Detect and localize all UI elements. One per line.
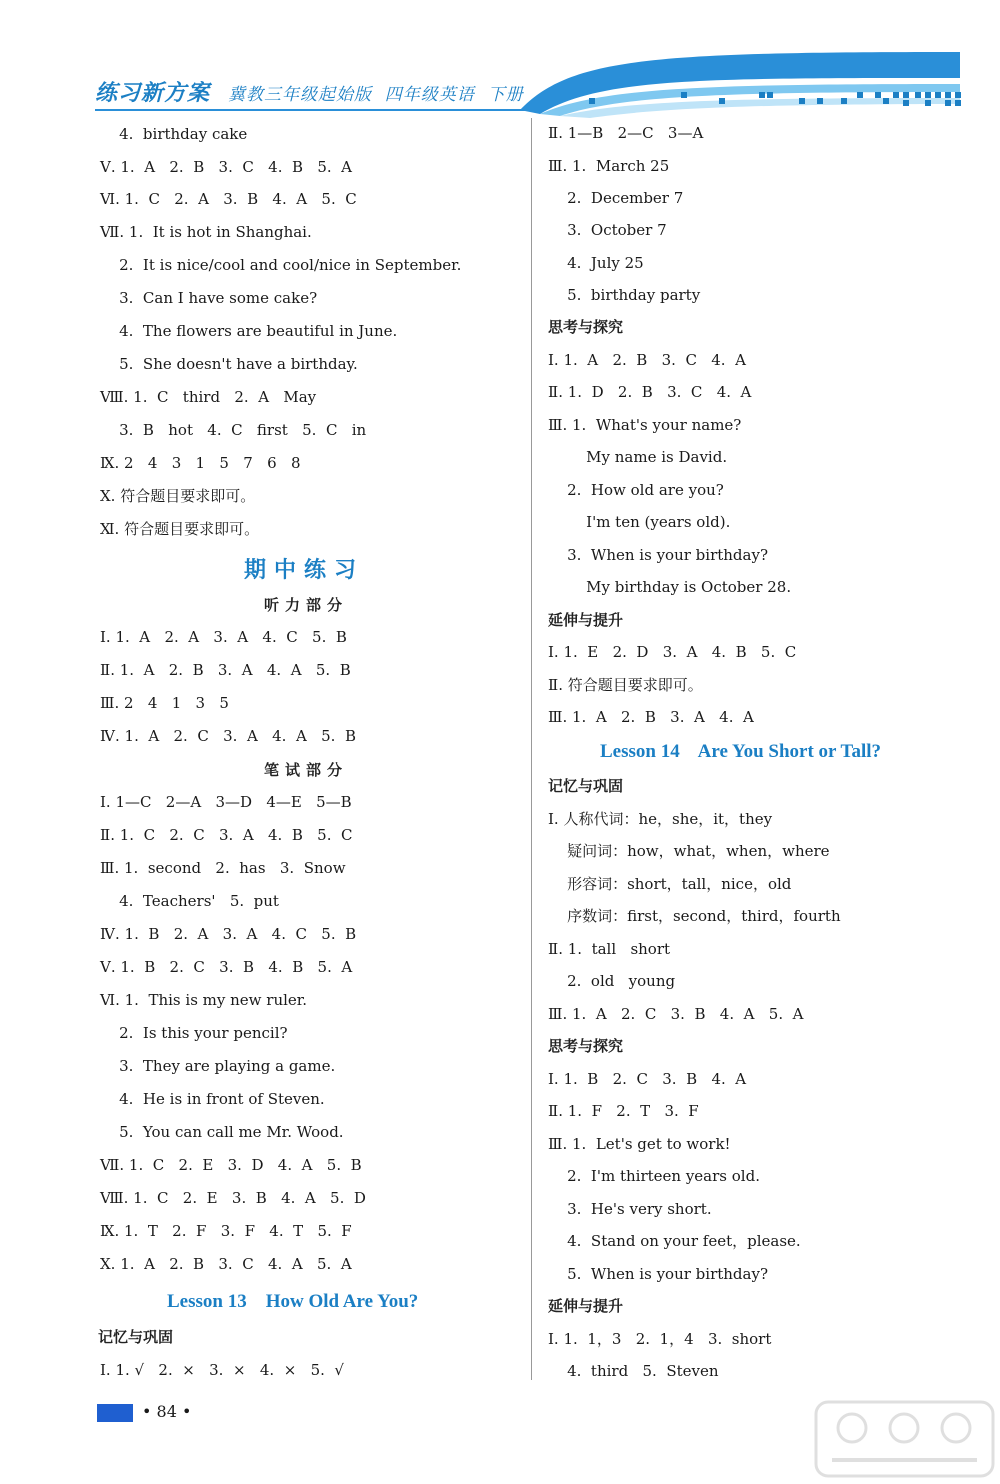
answer-line: Ⅲ. 1. March 25 — [548, 157, 670, 175]
listening-title: 听力部分 — [264, 596, 349, 614]
answer-line: Ⅱ. 1. F 2. T 3. F — [548, 1102, 699, 1120]
answer-line: Ⅰ. 1. A 2. A 3. A 4. C 5. B — [100, 628, 347, 646]
answer-line: Ⅴ. 1. B 2. C 3. B 4. B 5. A — [100, 958, 353, 976]
answer-line: 2. Is this your pencil? — [100, 1024, 288, 1042]
answer-line: 疑问词：how，what，when，where — [548, 842, 830, 860]
lesson13-memory-heading: 记忆与巩固 — [98, 1328, 174, 1346]
answer-line: Ⅱ. 1. C 2. C 3. A 4. B 5. C — [100, 826, 353, 844]
answer-line: Ⅲ. 1. A 2. C 3. B 4. A 5. A — [548, 1005, 804, 1023]
extend-heading: 延伸与提升 — [548, 611, 624, 629]
answer-line: 序数词：first，second，third，fourth — [548, 907, 841, 925]
answer-line: Ⅰ. 1. A 2. B 3. C 4. A — [548, 351, 746, 369]
answer-line: Ⅲ. 2 4 1 3 5 — [100, 694, 229, 712]
answer-line: 4. July 25 — [548, 254, 644, 272]
extend2-heading: 延伸与提升 — [548, 1297, 624, 1315]
answer-line: Ⅱ. 1. tall short — [548, 940, 671, 958]
midterm-title: 期中练习 — [244, 558, 365, 583]
brand-title: 练习新方案 — [95, 81, 211, 106]
answer-line: Ⅶ. 1. It is hot in Shanghai. — [100, 223, 312, 241]
answer-line: Ⅲ. 1. A 2. B 3. A 4. A — [548, 708, 754, 726]
answer-line: Ⅷ. 1. C third 2. A May — [100, 388, 317, 406]
answer-line: Ⅲ. 1. Let's get to work! — [548, 1135, 731, 1153]
answer-line: Ⅲ. 1. What's your name? — [548, 416, 742, 434]
answer-line: I'm ten (years old). — [548, 513, 731, 531]
answer-line: 5. You can call me Mr. Wood. — [100, 1123, 344, 1141]
answer-line: Ⅵ. 1. C 2. A 3. B 4. A 5. C — [100, 190, 357, 208]
answer-line: 4. Teachers' 5. put — [100, 892, 279, 910]
answer-line: 4. The flowers are beautiful in June. — [100, 322, 398, 340]
answer-line: Ⅱ. 1. D 2. B 3. C 4. A — [548, 383, 752, 401]
answer-line: Ⅰ. 1—C 2—A 3—D 4—E 5—B — [100, 793, 352, 811]
answer-line: Ⅲ. 1. second 2. has 3. Snow — [100, 859, 346, 877]
answer-line: Ⅴ. 1. A 2. B 3. C 4. B 5. A — [100, 158, 353, 176]
answer-line: 5. birthday party — [548, 286, 701, 304]
memory-heading: 记忆与巩固 — [548, 777, 624, 795]
answer-line: Ⅱ. 符合题目要求即可。 — [548, 676, 703, 694]
answer-line: 3. Can I have some cake? — [100, 289, 318, 307]
column-divider — [531, 118, 532, 1380]
answer-line: 形容词：short，tall，nice，old — [548, 875, 792, 893]
answer-line: 4. birthday cake — [100, 125, 248, 143]
think-heading: 思考与探究 — [548, 318, 624, 336]
answer-line: 4. Stand on your feet，please. — [548, 1232, 801, 1250]
answer-line: My name is David. — [548, 448, 728, 466]
watermark-logo — [812, 1398, 997, 1480]
written-title: 笔试部分 — [264, 761, 349, 779]
header-dots-decoration — [585, 88, 965, 110]
lesson14-title: Lesson 14 Are You Short or Tall? — [600, 741, 882, 762]
answer-line: Ⅳ. 1. B 2. A 3. A 4. C 5. B — [100, 925, 357, 943]
answer-line: Ⅳ. 1. A 2. C 3. A 4. A 5. B — [100, 727, 356, 745]
answer-line: 5. When is your birthday? — [548, 1265, 768, 1283]
answer-line: Ⅹ. 1. A 2. B 3. C 4. A 5. A — [100, 1255, 352, 1273]
answer-line: Ⅱ. 1. A 2. B 3. A 4. A 5. B — [100, 661, 351, 679]
answer-line: 2. old young — [548, 972, 676, 990]
answer-line: 3. B hot 4. C first 5. C in — [100, 421, 367, 439]
answer-line: Ⅰ. 1. E 2. D 3. A 4. B 5. C — [548, 643, 797, 661]
answer-line: 3. They are playing a game. — [100, 1057, 336, 1075]
answer-line: Ⅸ. 2 4 3 1 5 7 6 8 — [100, 454, 301, 472]
answer-line: Ⅷ. 1. C 2. E 3. B 4. A 5. D — [100, 1189, 366, 1207]
answer-line: 2. How old are you? — [548, 481, 724, 499]
answer-line: Ⅸ. 1. T 2. F 3. F 4. T 5. F — [100, 1222, 352, 1240]
answer-line: Ⅶ. 1. C 2. E 3. D 4. A 5. B — [100, 1156, 362, 1174]
answer-line: 2. It is nice/cool and cool/nice in September. — [100, 256, 462, 274]
footer-color-bar — [97, 1404, 133, 1422]
answer-line: 3. When is your birthday? — [548, 546, 768, 564]
answer-line: Ⅰ. 1. √ 2. × 3. × 4. × 5. √ — [100, 1361, 344, 1379]
think2-heading: 思考与探究 — [548, 1037, 624, 1055]
answer-line: Ⅹ. 符合题目要求即可。 — [100, 487, 256, 505]
answer-line: Ⅰ. 人称代词：he，she，it，they — [548, 810, 773, 828]
answer-line: 4. He is in front of Steven. — [100, 1090, 325, 1108]
answer-line: 3. October 7 — [548, 221, 667, 239]
lesson13-title: Lesson 13 How Old Are You? — [167, 1291, 419, 1312]
answer-line: 4. third 5. Steven — [548, 1362, 719, 1380]
answer-line: Ⅺ. 符合题目要求即可。 — [100, 520, 260, 538]
answer-line: 2. I'm thirteen years old. — [548, 1167, 760, 1185]
answer-line: Ⅰ. 1. 1，3 2. 1，4 3. short — [548, 1330, 772, 1348]
answer-line: My birthday is October 28. — [548, 578, 792, 596]
book-subtitle: 冀教三年级起始版 四年级英语 下册 — [228, 85, 524, 105]
page-number: • 84 • — [142, 1402, 192, 1421]
answer-line: 3. He's very short. — [548, 1200, 712, 1218]
answer-line: Ⅰ. 1. B 2. C 3. B 4. A — [548, 1070, 747, 1088]
answer-line: Ⅱ. 1—B 2—C 3—A — [548, 124, 704, 142]
answer-line: 5. She doesn't have a birthday. — [100, 355, 358, 373]
answer-line: 2. December 7 — [548, 189, 684, 207]
page-header — [0, 0, 1000, 120]
answer-line: Ⅵ. 1. This is my new ruler. — [100, 991, 308, 1009]
